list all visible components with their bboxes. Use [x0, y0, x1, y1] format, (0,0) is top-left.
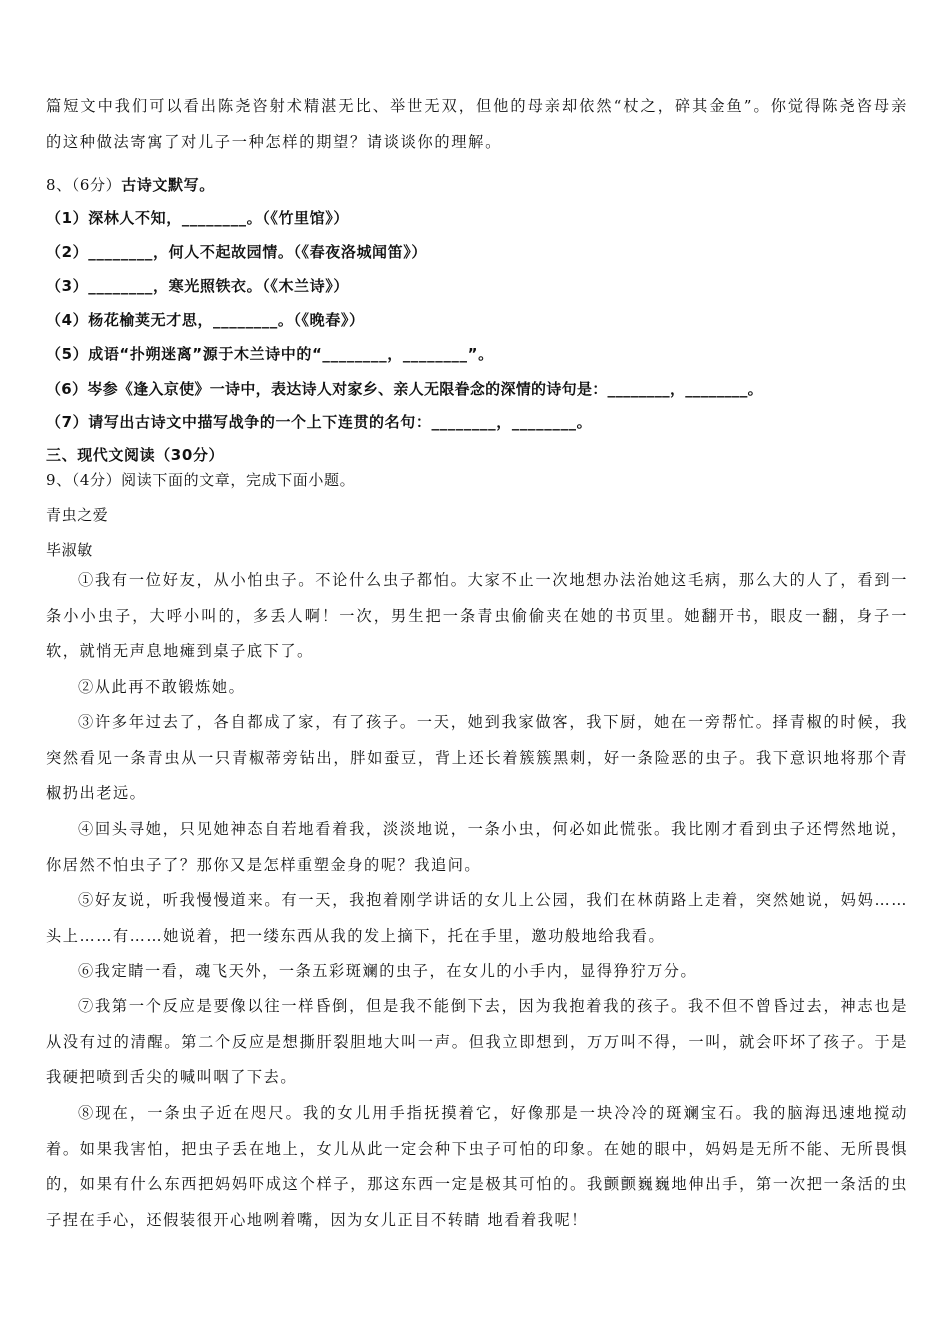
article-title: 青虫之爱 [46, 506, 109, 524]
q8-item-7: （7）请写出古诗文中描写战争的一个上下连贯的名句：________，________。 [46, 413, 593, 431]
q8-item-3: （3）________，寒光照铁衣。（《木兰诗》） [46, 277, 349, 295]
q8-item-2: （2）________，何人不起故园情。（《春夜洛城闻笛》） [46, 243, 427, 261]
q8-number: 8、（6分） [46, 176, 122, 194]
q8-item-1: （1）深林人不知，________。（《竹里馆》） [46, 209, 349, 227]
article-paragraph-6: ⑥我定睛一看，魂飞天外，一条五彩斑斓的虫子，在女儿的小手内，显得狰狞万分。 [78, 962, 698, 980]
section-heading: 三、现代文阅读（30分） [46, 446, 225, 464]
article-paragraph-5: ⑤好友说，听我慢慢道来。有一天，我抱着刚学讲话的女儿上公园，我们在林荫路上走着，突然她说，妈妈……头上……有……她说着，把一缕东西从我的发上摘下，托在手里，邀功般地给我看。 [46, 891, 908, 945]
article-paragraph-2: ②从此再不敢锻炼她。 [78, 678, 246, 696]
article-author: 毕淑敏 [46, 541, 93, 559]
q8-item-4: （4）杨花榆荚无才思，________。（《晚春》） [46, 311, 365, 329]
q8-item-6: （6）岑参《逢入京使》一诗中，表达诗人对家乡、亲人无限眷念的深情的诗句是：________，________。 [46, 380, 763, 398]
article-paragraph-1: ①我有一位好友，从小怕虫子。不论什么虫子都怕。大家不止一次地想办法治她这毛病，那么大的人了，看到一条小小虫子，大呼小叫的，多丢人啊！一次，男生把一条青虫偷偷夹在她的书页里。她翻开书，眼皮一翻，身子一软，就悄无声息地瘫到桌子底下了。 [46, 571, 908, 660]
intro-paragraph: 篇短文中我们可以看出陈尧咨射术精湛无比、举世无双，但他的母亲却依然“杖之，碎其金鱼”。你觉得陈尧咨母亲的这种做法寄寓了对儿子一种怎样的期望？请谈谈你的理解。 [46, 97, 908, 151]
q9-heading: 9、（4分）阅读下面的文章，完成下面小题。 [46, 471, 356, 489]
article-paragraph-8: ⑧现在，一条虫子近在咫尺。我的女儿用手指抚摸着它，好像那是一块冷冷的斑斓宝石。我的脑海迅速地搅动着。如果我害怕，把虫子丢在地上，女儿从此一定会种下虫子可怕的印象。在她的眼中，妈妈是无所不能、无所畏惧的，如果有什么东西把妈妈吓成这个样子，那这东西一定是极其可怕的。我颤颤巍巍地伸出手，第一次把一条活的虫子捏在手心，还假装很开心地咧着嘴，因为女儿正目不转睛 地看着我呢！ [46, 1104, 908, 1229]
article-paragraph-4: ④回头寻她，只见她神态自若地看着我，淡淡地说，一条小虫，何必如此慌张。我比刚才看到虫子还愕然地说，你居然不怕虫子了？那你又是怎样重塑金身的呢？我追问。 [46, 820, 908, 874]
q8-item-5: （5）成语“扑朔迷离”源于木兰诗中的“________，________”。 [46, 345, 494, 363]
q8-heading [46, 174, 215, 195]
article-paragraph-7: ⑦我第一个反应是要像以往一样昏倒，但是我不能倒下去，因为我抱着我的孩子。我不但不曾昏过去，神志也是从没有过的清醒。第二个反应是想撕肝裂胆地大叫一声。但我立即想到，万万叫不得，一叫，就会吓坏了孩子。于是我硬把喷到舌尖的喊叫咽了下去。 [46, 997, 908, 1086]
article-paragraph-3: ③许多年过去了，各自都成了家，有了孩子。一天，她到我家做客，我下厨，她在一旁帮忙。择青椒的时候，我突然看见一条青虫从一只青椒蒂旁钻出，胖如蚕豆，背上还长着簇簇黑刺，好一条险恶的虫子。我下意识地将那个青椒扔出老远。 [46, 713, 908, 802]
q8-title: 古诗文默写。 [121, 176, 215, 194]
